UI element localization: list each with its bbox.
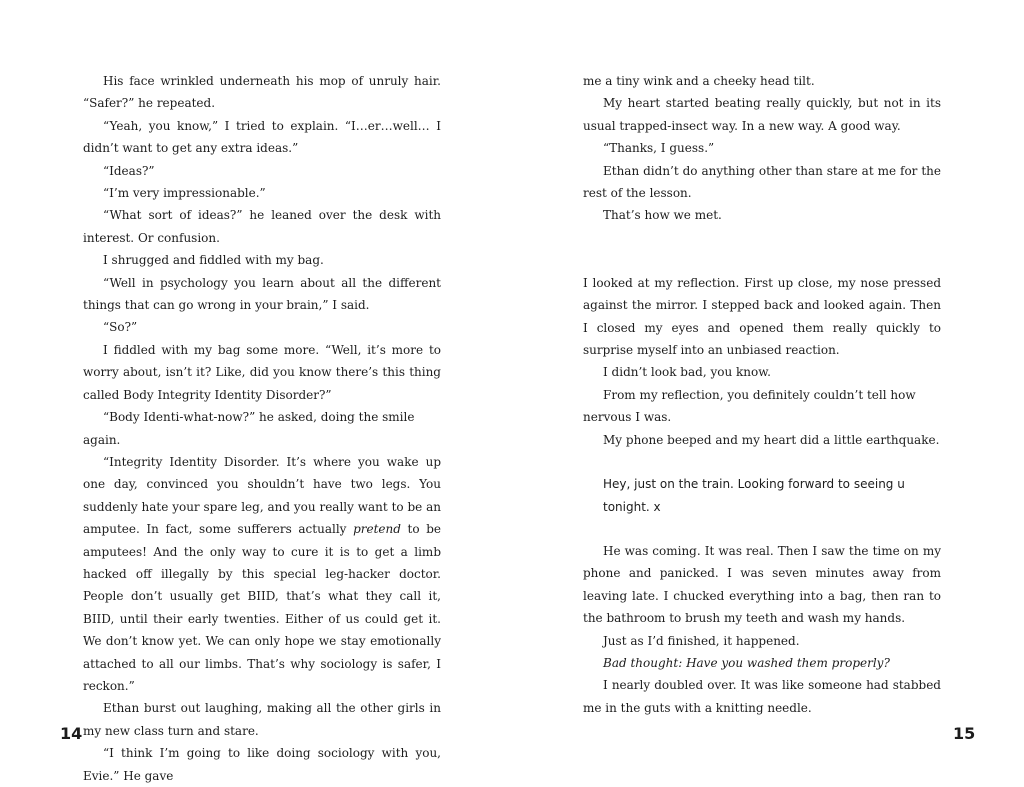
paragraph: “Ideas?” [103, 163, 155, 178]
paragraph: Ethan burst out laughing, making all the other girls in my new class turn and stare. [83, 701, 441, 738]
paragraph: me a tiny wink and a cheeky head tilt. [583, 74, 815, 88]
paragraph-biid [83, 451, 441, 697]
paragraph: I fiddled with my bag some more. “Well, it’s more to worry about, isn’t it? Like, did you know there’s this thing called Body Integrity Identity Disorder?” [83, 342, 441, 402]
paragraph: “I think I’m going to like doing sociology with you, Evie.” He gave [83, 746, 441, 783]
paragraph: My phone beeped and my heart did a little earthquake. [603, 432, 940, 447]
section-break [583, 249, 941, 272]
right-page-text [583, 70, 941, 719]
paragraph: “Yeah, you know,” I tried to explain. “I…er…well… I didn’t want to get any extra ideas.” [83, 118, 441, 156]
right-page [512, 0, 1024, 780]
biid-text-b: to be amputees! And the only way to cure it is to get a limb hacked off illegally by this special leg-hacker doctor. People don’t usually get BIID, that’s what they call it, BIID, until their early twenties. Either of us could get it. We don’t know yet. We can only hope we stay emotionally attached to all our limbs. That’s why sociology is safer, I reckon.” [83, 522, 441, 693]
left-page [0, 0, 512, 783]
text-message-line: tonight. x [603, 499, 661, 514]
paragraph: “I’m very impressionable.” [103, 186, 266, 201]
paragraph: That’s how we met. [603, 208, 722, 223]
bad-thought-text: Bad thought: Have you washed them properly? [603, 655, 890, 670]
paragraph: “Well in psychology you learn about all the different things that can go wrong in your brain,” I said. [83, 275, 441, 313]
paragraph: “Thanks, I guess.” [603, 141, 715, 156]
paragraph: I didn’t look bad, you know. [603, 365, 771, 380]
biid-text-a: “Integrity Identity Disorder. It’s where you wake up one day, convinced you shouldn’t have two legs. You suddenly hate your spare leg, and you really want to be an amputee. In fact, some sufferers actually [83, 454, 441, 537]
paragraph: His face wrinkled underneath his mop of unruly hair. “Safer?” he repeated. [83, 74, 441, 111]
left-page-text [83, 70, 441, 787]
page-number: 14 [60, 724, 83, 743]
paragraph: I shrugged and fiddled with my bag. [103, 253, 324, 268]
section-break [583, 227, 941, 249]
bad-thought [583, 652, 941, 674]
page-number: 15 [953, 724, 976, 743]
paragraph: My heart started beating really quickly, but not in its usual trapped-insect way. In a new way. A good way. [583, 96, 941, 133]
paragraph: I looked at my reflection. First up close, my nose pressed against the mirror. I stepped back and looked again. Then I closed my eyes and opened them really quickly to surprise myself into an unbiased reaction. [583, 275, 941, 358]
paragraph: I nearly doubled over. It was like someone had stabbed me in the guts with a knitting needle. [583, 678, 941, 715]
spacer [583, 518, 941, 540]
spacer [583, 451, 941, 473]
paragraph: From my reflection, you definitely couldn’t tell how nervous I was. [583, 387, 916, 425]
paragraph: Ethan didn’t do anything other than stare at me for the rest of the lesson. [583, 163, 941, 201]
paragraph: “So?” [103, 320, 138, 335]
paragraph: “Body Identi-what-now?” he asked, doing the smile again. [83, 410, 415, 447]
emphasis-pretend: pretend [353, 522, 401, 537]
paragraph: Just as I’d finished, it happened. [603, 633, 800, 648]
paragraph: He was coming. It was real. Then I saw the time on my phone and panicked. I was seven minutes away from leaving late. I chucked everything into a bag, then ran to the bathroom to brush my teeth and wash my hands. [583, 543, 941, 626]
text-message-line: Hey, just on the train. Looking forward to seeing u [603, 477, 905, 492]
paragraph: “What sort of ideas?” he leaned over the desk with interest. Or confusion. [83, 208, 441, 245]
